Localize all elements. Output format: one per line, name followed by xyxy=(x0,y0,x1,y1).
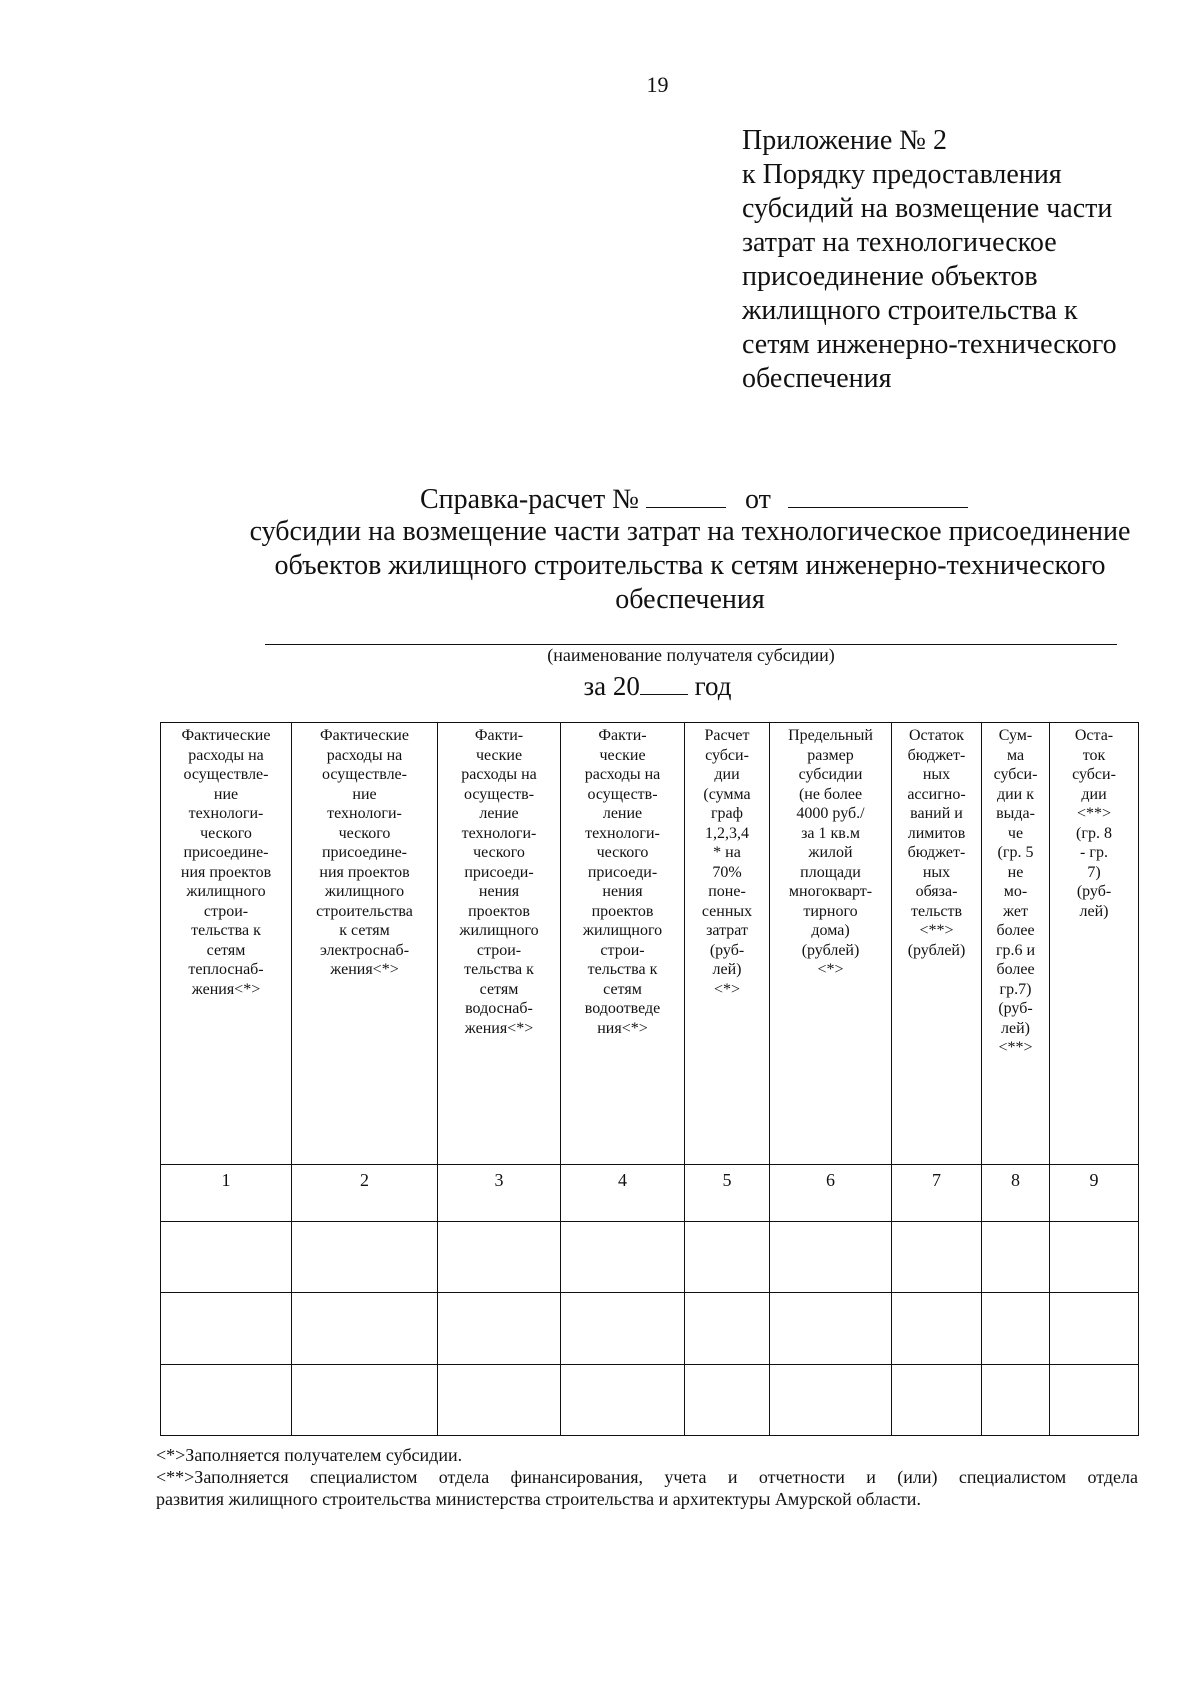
column-header-line: сенных xyxy=(701,902,753,920)
column-header-line: за 1 кв.м xyxy=(801,824,860,842)
column-header-line: строи- xyxy=(476,941,522,959)
table-cell[interactable] xyxy=(685,1293,770,1364)
table-cell[interactable] xyxy=(161,1364,292,1435)
column-header-line: гр.7) xyxy=(999,980,1032,998)
column-header-line: теплоснаб- xyxy=(188,961,264,978)
column-header-line: не xyxy=(1007,863,1024,881)
calculation-table xyxy=(160,722,1139,1436)
column-header xyxy=(770,723,892,1165)
column-header-line: 1,2,3,4 xyxy=(705,824,749,842)
column-header-line: граф xyxy=(710,805,744,822)
column-header-line: ния проектов xyxy=(319,863,410,881)
table-cell[interactable] xyxy=(892,1293,982,1364)
table-cell[interactable] xyxy=(770,1293,892,1364)
column-header-line: бюджет- xyxy=(907,844,966,861)
column-header-line: ческого xyxy=(473,844,525,861)
appendix-line: Приложение № 2 xyxy=(742,125,947,156)
column-header-line: лей) xyxy=(712,961,742,978)
column-header-line: расходы на xyxy=(188,746,264,764)
year-blank xyxy=(640,670,688,695)
table-cell[interactable] xyxy=(892,1364,982,1435)
column-header-line: ческие xyxy=(475,746,523,764)
column-header-line: проектов xyxy=(468,902,530,920)
column-header-line: ассигно- xyxy=(907,785,966,803)
table-cell[interactable] xyxy=(161,1293,292,1364)
column-header-line: ма xyxy=(1006,746,1025,764)
column-header xyxy=(892,723,982,1165)
column-header-line: лимитов xyxy=(907,824,966,842)
column-header xyxy=(561,723,685,1165)
column-header-line: жения<*> xyxy=(464,1019,534,1037)
table-cell[interactable] xyxy=(685,1222,770,1293)
column-header-line: ческие xyxy=(599,746,646,764)
column-header xyxy=(438,723,561,1165)
table-cell[interactable] xyxy=(292,1364,438,1435)
column-header-line: затрат xyxy=(706,922,748,939)
column-header-line: ние xyxy=(352,785,377,803)
column-header-line: (руб- xyxy=(998,1000,1033,1017)
column-header-line: технологи- xyxy=(327,805,402,822)
column-header-line: 4000 руб./ xyxy=(796,805,865,822)
column-header-line: 7) xyxy=(1087,863,1101,881)
column-number: 4 xyxy=(561,1164,685,1221)
column-header-line: жения<*> xyxy=(191,980,261,998)
column-header-line: лей) xyxy=(1079,902,1109,920)
column-header-line: субсидии xyxy=(798,766,863,783)
document-subtitle xyxy=(200,515,1180,617)
column-header-line: субси- xyxy=(705,746,749,764)
column-header-line: тельства к xyxy=(191,922,261,939)
appendix-line: сетям инженерно-технического xyxy=(742,329,1117,360)
table-cell[interactable] xyxy=(561,1364,685,1435)
table-cell[interactable] xyxy=(1050,1293,1139,1364)
column-header-line: дии xyxy=(714,766,740,783)
column-header-line: субси- xyxy=(993,766,1038,783)
table-cell[interactable] xyxy=(770,1222,892,1293)
footnotes xyxy=(156,1444,1138,1510)
column-header-line: Факти- xyxy=(474,727,524,744)
table-cell[interactable] xyxy=(438,1222,561,1293)
appendix-line: к Порядку предоставления xyxy=(742,159,1062,190)
year-suffix: год xyxy=(694,671,732,701)
table-row xyxy=(161,1222,1139,1293)
table-cell[interactable] xyxy=(561,1293,685,1364)
column-header-line: расходы на xyxy=(326,746,403,764)
table-cell[interactable] xyxy=(685,1364,770,1435)
column-header-line: дома) xyxy=(811,922,850,939)
column-header-line: Фактические xyxy=(320,727,409,744)
column-header-line: че xyxy=(1007,824,1024,842)
column-number: 2 xyxy=(292,1164,438,1221)
column-header-line: (рублей) xyxy=(801,941,860,959)
column-header-line: Оста- xyxy=(1074,727,1114,744)
subtitle-line: обеспечения xyxy=(615,584,765,615)
column-header-line: расходы на xyxy=(461,766,537,783)
column-header-line: Расчет xyxy=(704,727,750,744)
column-header-line: ваний и xyxy=(910,805,963,822)
column-header-line: дии xyxy=(1081,785,1107,803)
year-line xyxy=(0,670,1200,702)
column-number: 7 xyxy=(892,1164,982,1221)
column-header-line: ческого xyxy=(200,824,252,842)
column-number: 1 xyxy=(161,1164,292,1221)
column-header-line: ния проектов xyxy=(180,863,272,881)
column-header-line: к сетям xyxy=(339,922,390,939)
appendix-line: присоединение объектов xyxy=(742,261,1038,292)
footnote-continuation: развития жилищного строительства министерства строительства и архитектуры Амурской области. xyxy=(156,1489,921,1509)
column-header xyxy=(292,723,438,1165)
column-header-line: жилищного xyxy=(324,883,405,900)
column-header-line: сетям xyxy=(603,980,642,998)
footnote: <*>Заполняется получателем субсидии. xyxy=(156,1445,463,1465)
table-cell[interactable] xyxy=(292,1293,438,1364)
column-header-line: жилищного xyxy=(186,883,266,900)
column-header-line: более xyxy=(996,961,1035,978)
column-header-line: Фактические xyxy=(181,727,271,744)
date-blank xyxy=(788,481,968,508)
column-header-line: более xyxy=(996,922,1035,939)
column-header-line: ние xyxy=(213,785,239,803)
table-cell[interactable] xyxy=(1050,1364,1139,1435)
column-header-line: <**> xyxy=(1076,805,1112,822)
column-header-line: нения xyxy=(602,883,643,900)
column-header-line: проектов xyxy=(591,902,654,920)
column-header-line: 70% xyxy=(712,863,742,881)
column-header-line: площади xyxy=(800,863,861,881)
number-blank xyxy=(646,481,726,508)
title-prefix: Справка-расчет № xyxy=(420,484,639,515)
column-header-line: субси- xyxy=(1072,766,1116,783)
column-header-line: присоеди- xyxy=(464,863,534,881)
column-header-line: строи- xyxy=(203,902,249,920)
footnote: <**>Заполняется специалистом отдела финансирования, учета и отчетности и (или) специалистом отдела xyxy=(156,1467,1138,1487)
column-header-line: присоедине- xyxy=(183,844,269,861)
table-row xyxy=(161,1293,1139,1364)
table-cell[interactable] xyxy=(770,1364,892,1435)
column-header-line: жилищного xyxy=(582,922,663,939)
column-header-line: <*> xyxy=(817,961,844,978)
column-header-line: Сум- xyxy=(998,727,1033,744)
column-header-line: <**> xyxy=(998,1039,1033,1056)
column-header-line: обяза- xyxy=(915,883,958,900)
column-header-line: дии к xyxy=(996,785,1035,803)
document-title xyxy=(420,481,968,516)
table-row xyxy=(161,1364,1139,1435)
column-header-line: ческого xyxy=(338,824,391,842)
subtitle-line: субсидии на возмещение части затрат на технологическое присоединение xyxy=(249,516,1131,547)
table-cell[interactable] xyxy=(982,1293,1050,1364)
column-header-line: водоснаб- xyxy=(465,1000,533,1017)
column-header-line: (руб- xyxy=(709,941,745,959)
column-header xyxy=(161,723,292,1165)
column-header-line: строительства xyxy=(316,902,413,920)
column-header-line: бюджет- xyxy=(907,746,966,764)
appendix-line: обеспечения xyxy=(742,363,892,394)
year-prefix: за 20 xyxy=(583,671,640,701)
column-header-line: водоотведе xyxy=(584,1000,661,1017)
column-number: 6 xyxy=(770,1164,892,1221)
column-header-line: ток xyxy=(1082,746,1106,764)
column-header-line: ных xyxy=(922,863,951,881)
column-header-line: лей) xyxy=(1001,1019,1030,1037)
column-header-line: ческого xyxy=(596,844,649,861)
column-header-line: <**> xyxy=(919,922,954,939)
column-header-line: Остаток xyxy=(908,727,965,744)
column-header-line: присоеди- xyxy=(587,863,658,881)
column-number: 3 xyxy=(438,1164,561,1221)
column-header-line: размер xyxy=(807,746,854,764)
table-cell[interactable] xyxy=(1050,1222,1139,1293)
column-header-line: присоедине- xyxy=(321,844,407,861)
column-header-line: Факти- xyxy=(598,727,647,744)
table-cell[interactable] xyxy=(161,1222,292,1293)
column-header-line: технологи- xyxy=(585,824,660,842)
table-cell[interactable] xyxy=(561,1222,685,1293)
column-header-line: поне- xyxy=(708,883,746,900)
column-number: 9 xyxy=(1050,1164,1139,1221)
column-header-line: жет xyxy=(1003,902,1028,920)
column-header-line: нения xyxy=(478,883,520,900)
column-header xyxy=(685,723,770,1165)
column-header-line: (гр. 8 xyxy=(1076,824,1112,842)
column-header-line: (не более xyxy=(798,785,863,803)
column-header-line: ния<*> xyxy=(597,1019,648,1037)
column-header-line: тельства к xyxy=(587,961,658,978)
table-cell[interactable] xyxy=(982,1364,1050,1435)
column-header-line: тирного xyxy=(803,902,858,920)
table-header-row xyxy=(161,723,1139,1165)
column-header-line: ление xyxy=(479,805,519,822)
column-header-line: осуществ- xyxy=(463,785,535,803)
subtitle-line: объектов жилищного строительства к сетям инженерно-технического xyxy=(274,550,1106,581)
table-cell[interactable] xyxy=(438,1293,561,1364)
appendix-line: затрат на технологическое xyxy=(742,227,1057,258)
column-header-line: ных xyxy=(922,766,951,783)
appendix-line: субсидий на возмещение части xyxy=(742,193,1113,224)
table-cell[interactable] xyxy=(982,1222,1050,1293)
column-header-line: мо- xyxy=(1003,883,1028,900)
column-number: 5 xyxy=(685,1164,770,1221)
column-number: 8 xyxy=(982,1164,1050,1221)
column-header-line: - гр. xyxy=(1080,844,1108,861)
table-cell[interactable] xyxy=(438,1364,561,1435)
column-header xyxy=(982,723,1050,1165)
appendix-line: жилищного строительства к xyxy=(742,295,1078,326)
column-header-line: электроснаб- xyxy=(319,941,410,959)
column-header-line: осуществле- xyxy=(322,766,407,783)
recipient-caption: (наименование получателя субсидии) xyxy=(547,645,835,665)
column-header-line: тельства к xyxy=(464,961,534,978)
column-header-line: осуществле- xyxy=(183,766,269,783)
title-from: от xyxy=(745,484,771,515)
column-header-line: ление xyxy=(602,805,643,822)
column-header-line: (рублей) xyxy=(907,941,966,959)
table-cell[interactable] xyxy=(892,1222,982,1293)
table-cell[interactable] xyxy=(292,1222,438,1293)
appendix-heading xyxy=(742,124,1182,396)
column-header-line: технологи- xyxy=(188,805,264,822)
column-header-line: жилищного xyxy=(459,922,539,939)
column-header-line: строи- xyxy=(600,941,645,959)
column-header-line: тельств xyxy=(910,902,963,920)
column-header-line: осуществ- xyxy=(587,785,658,803)
column-header-line: (сумма xyxy=(703,785,751,803)
page-number: 19 xyxy=(646,72,669,97)
column-header-line: расходы на xyxy=(584,766,661,783)
column-header-line: многокварт- xyxy=(788,883,873,900)
column-number-row xyxy=(161,1164,1139,1221)
column-header-line: сетям xyxy=(206,941,246,959)
column-header-line: технологи- xyxy=(461,824,537,842)
column-header-line: жения<*> xyxy=(330,961,399,978)
column-header-line: (гр. 5 xyxy=(997,844,1034,861)
column-header-line: жилой xyxy=(808,844,853,861)
column-header-line: выда- xyxy=(996,805,1035,822)
column-header-line: (руб- xyxy=(1076,883,1112,900)
column-header-line: сетям xyxy=(479,980,519,998)
column-header-line: <*> xyxy=(713,980,741,998)
column-header-line: гр.6 и xyxy=(995,941,1036,959)
column-header xyxy=(1050,723,1139,1165)
column-header-line: * на xyxy=(713,844,741,861)
column-header-line: Предельный xyxy=(788,727,873,744)
